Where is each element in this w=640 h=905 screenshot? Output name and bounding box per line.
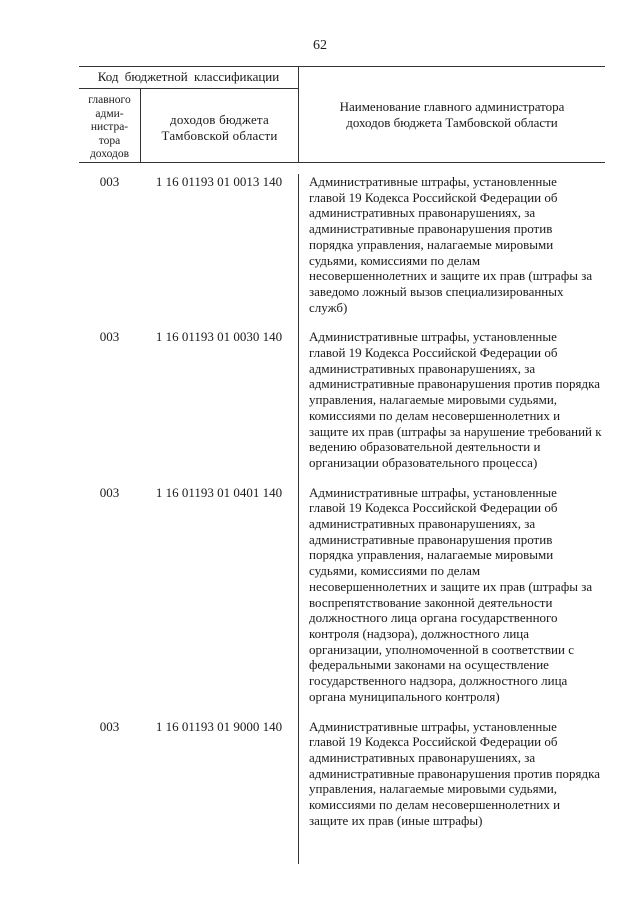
header-group-rule	[79, 88, 298, 89]
income-code-cell: 1 16 01193 01 0030 140	[155, 329, 283, 345]
admin-code-cell: 003	[99, 484, 120, 500]
table-row	[79, 174, 605, 315]
header-name-column: Наименование главного администратора доходов бюджета Тамбовской области	[339, 99, 565, 130]
header-top-rule	[79, 66, 605, 67]
income-code-cell: 1 16 01193 01 0401 140	[155, 484, 283, 500]
table-row	[79, 719, 605, 829]
table-body	[79, 174, 605, 828]
table-row	[79, 329, 605, 470]
header-group-title: Код бюджетной классификации	[97, 69, 280, 84]
income-name-cell: Административные штрафы, установленные главой 19 Кодекса Российской Федерации об административных правонарушениях, за административные правонарушения против порядка управления, налагаемые мировыми судьями, комиссиями по делам несовершеннолетних и защите их прав (штрафы за нарушение требований к ведению образовательной деятельности и организации образовательного процесса)	[309, 329, 602, 470]
admin-code-cell: 003	[99, 174, 120, 189]
budget-classification-table	[79, 66, 605, 842]
table-header	[79, 66, 605, 162]
page-number: 62	[313, 38, 327, 53]
header-bottom-rule	[79, 162, 605, 163]
table-row	[79, 485, 605, 705]
income-code-cell: 1 16 01193 01 0013 140	[155, 174, 283, 189]
admin-code-cell: 003	[99, 329, 120, 345]
income-code-cell: 1 16 01193 01 9000 140	[155, 718, 283, 734]
income-name-cell: Административные штрафы, установленные главой 19 Кодекса Российской Федерации об административных правонарушениях, за административные правонарушения против порядка управления, налагаемые мировыми судьями, комиссиями по делам несовершеннолетних и защите их прав (иные штрафы)	[309, 718, 601, 828]
header-admin-column: главного адми- нистра- тора доходов	[88, 94, 131, 161]
admin-code-cell: 003	[99, 718, 120, 734]
income-name-cell: Административные штрафы, установленные главой 19 Кодекса Российской Федерации об административных правонарушениях, за административные правонарушения против порядка управления, налагаемые мировыми судьями, комиссиями по делам несовершеннолетних и защите их прав (штрафы за заведомо ложный вызов специализированных служб)	[309, 174, 593, 315]
header-income-column: доходов бюджета Тамбовской области	[161, 112, 278, 143]
income-name-cell: Административные штрафы, установленные главой 19 Кодекса Российской Федерации об административных правонарушениях, за административные правонарушения против порядка управления, налагаемые мировыми судьями, комиссиями по делам несовершеннолетних и защите их прав (штрафы за воспрепятствование законной деятельности должностного лица органа государственного контроля (надзора), должностного лица организации, уполномоченной в соответствии с федеральными законами на осуществление государственного надзора, должностного лица органа муниципального контроля)	[309, 484, 593, 704]
